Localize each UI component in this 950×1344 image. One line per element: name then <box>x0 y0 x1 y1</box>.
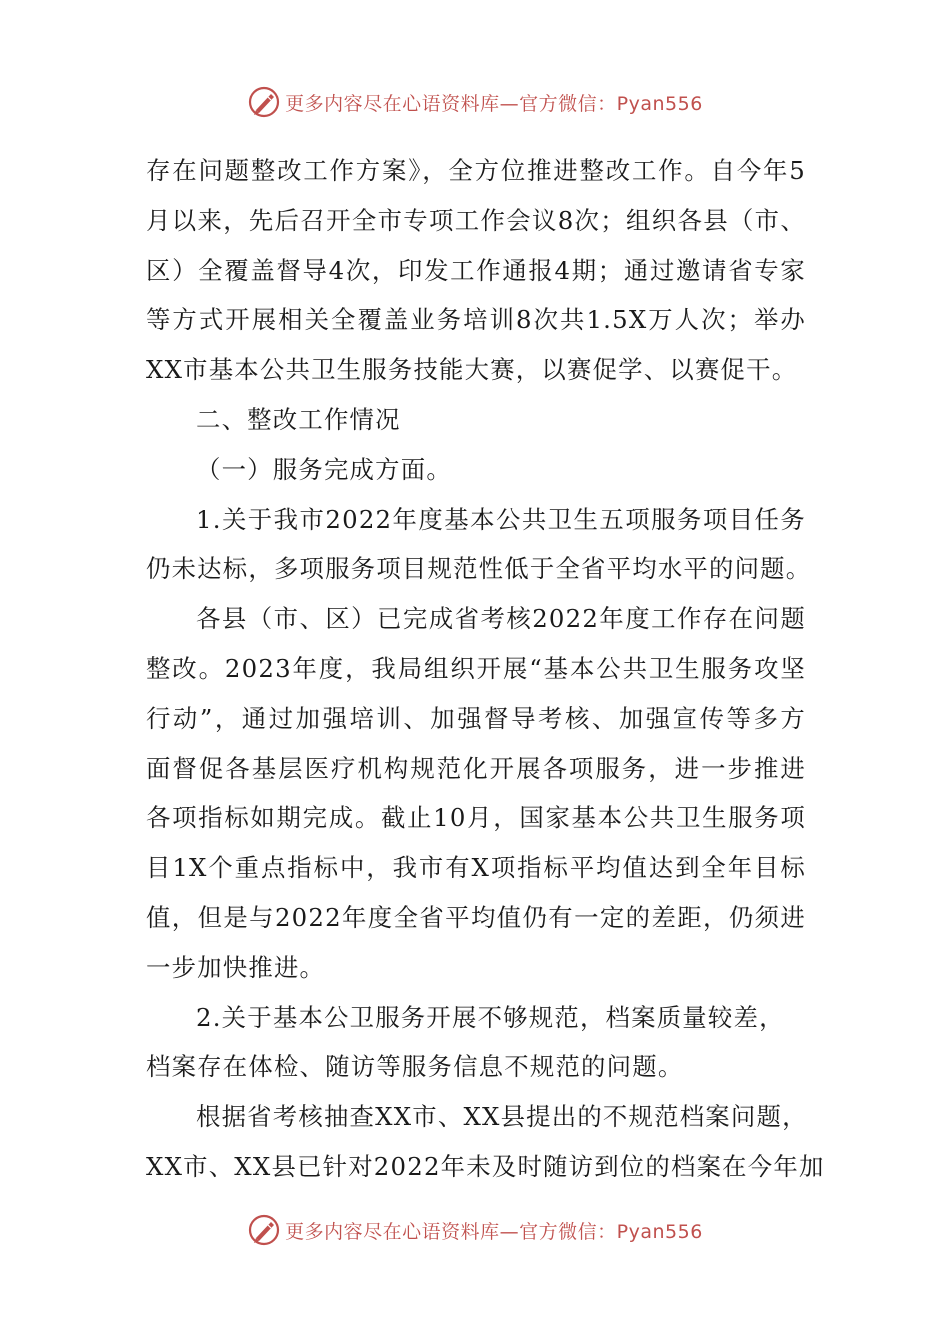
watermark-text: 更多内容尽在心语资料库—官方微信：Pyan556 <box>285 1220 703 1243</box>
text-line: 根据省考核抽查XX市、XX县提出的不规范档案问题， <box>196 1102 808 1132</box>
text-line: 各项指标如期完成。截止10月，国家基本公共卫生服务项 <box>146 803 806 833</box>
document-body <box>146 146 825 1192</box>
text-line: 各县（市、区）已完成省考核2022年度工作存在问题 <box>196 604 806 634</box>
text-line: 区）全覆盖督导4次，印发工作通报4期；通过邀请省专家 <box>146 255 806 285</box>
pen-logo-icon <box>247 85 281 119</box>
text-line: 存在问题整改工作方案》，全方位推进整改工作。自今年5 <box>146 156 806 185</box>
text-line: （一）服务完成方面。 <box>196 454 452 484</box>
text-line: 1.关于我市2022年度基本公共卫生五项服务项目任务 <box>196 504 806 534</box>
text-line: XX市基本公共卫生服务技能大赛，以赛促学、以赛促干。 <box>146 355 798 385</box>
text-line: 目1X个重点指标中，我市有X项指标平均值达到全年目标 <box>146 853 806 883</box>
text-line: 面督促各基层医疗机构规范化开展各项服务，进一步推进 <box>146 753 806 783</box>
text-line: XX市、XX县已针对2022年未及时随访到位的档案在今年加 <box>146 1151 825 1181</box>
text-line: 值，但是与2022年度全省平均值仍有一定的差距，仍须进 <box>146 902 806 932</box>
text-line: 2.关于基本公卫服务开展不够规范，档案质量较差， <box>196 1002 785 1032</box>
pen-logo-icon <box>247 1213 281 1247</box>
text-line: 二、整改工作情况 <box>196 404 401 434</box>
text-line: 整改。2023年度，我局组织开展“基本公共卫生服务攻坚 <box>146 653 806 683</box>
text-line: 一步加快推进。 <box>146 952 326 982</box>
text-line: 等方式开展相关全覆盖业务培训8次共1.5X万人次；举办 <box>146 305 806 335</box>
header-watermark <box>0 82 950 122</box>
text-line: 月以来，先后召开全市专项工作会议8次；组织各县（市、 <box>146 205 806 235</box>
text-line: 仍未达标，多项服务项目规范性低于全省平均水平的问题。 <box>146 554 812 584</box>
text-line: 行动”，通过加强培训、加强督导考核、加强宣传等多方 <box>146 703 806 733</box>
text-line: 档案存在体检、随访等服务信息不规范的问题。 <box>146 1052 684 1082</box>
watermark-text: 更多内容尽在心语资料库—官方微信：Pyan556 <box>285 92 703 115</box>
footer-watermark <box>0 1210 950 1250</box>
